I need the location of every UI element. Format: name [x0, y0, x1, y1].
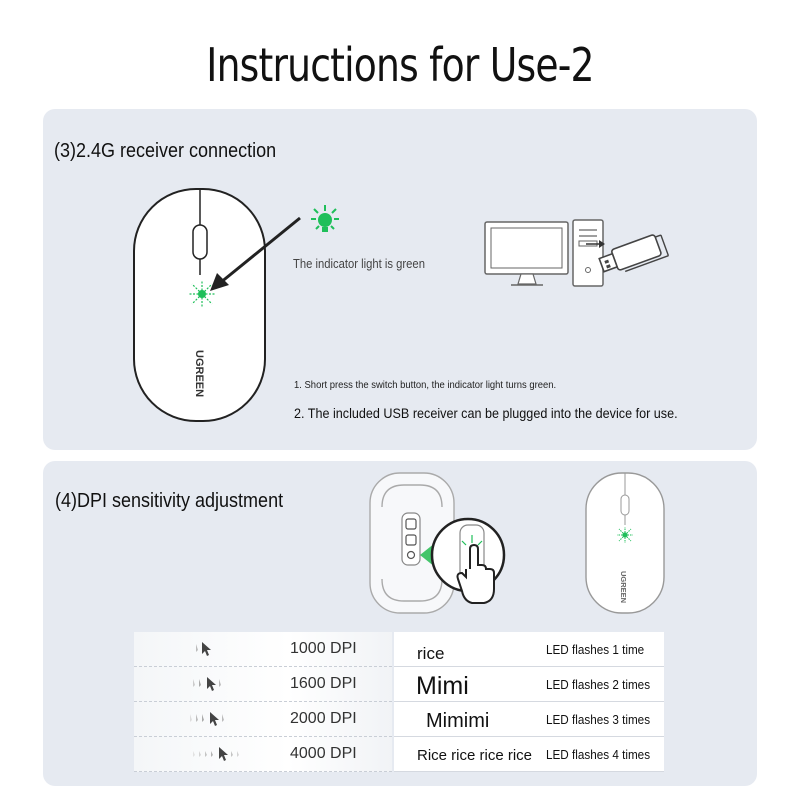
dpi-custom-label: rice [417, 644, 445, 663]
brand-label-small: UGREEN [619, 571, 628, 604]
step-2-text: 2. The included USB receiver can be plugged into the device for use. [294, 405, 678, 421]
dpi-value: 4000 DPI [290, 745, 357, 762]
green-light-icon [305, 203, 345, 239]
led-flash-text: LED flashes 4 times [546, 747, 651, 762]
section-4-heading: (4)DPI sensitivity adjustment [55, 490, 284, 512]
cursor-speed-icon [189, 675, 229, 693]
cursor-speed-icon [189, 745, 249, 763]
dpi-row [134, 737, 664, 771]
mouse-led-view-illustration [584, 471, 668, 616]
computer-with-usb-receiver-illustration [483, 218, 668, 290]
cursor-speed-icon [186, 710, 234, 728]
dpi-row [134, 702, 664, 736]
cursor-speed-icon [192, 640, 212, 658]
pointer-arrow-icon [205, 215, 305, 295]
dpi-custom-label: Mimimi [426, 710, 490, 732]
step-1-text: 1. Short press the switch button, the indicator light turns green. [294, 379, 557, 391]
dpi-value: 1600 DPI [290, 675, 357, 692]
brand-label: UGREEN [193, 350, 205, 398]
dpi-table [134, 632, 664, 774]
dpi-row [134, 667, 664, 701]
dpi-custom-label: Rice rice rice rice [417, 747, 533, 764]
dpi-row [134, 632, 664, 666]
section-3-heading: (3)2.4G receiver connection [54, 140, 277, 162]
page-title: Instructions for Use-2 [206, 38, 594, 92]
led-flash-text: LED flashes 1 time [546, 642, 645, 657]
mouse-bottom-view-illustration [368, 471, 528, 616]
indicator-caption: The indicator light is green [293, 257, 425, 271]
led-flash-text: LED flashes 2 times [546, 677, 651, 692]
dpi-value: 2000 DPI [290, 710, 357, 727]
dpi-value: 1000 DPI [290, 640, 357, 657]
dpi-custom-label: Mimi [416, 672, 469, 700]
led-flash-text: LED flashes 3 times [546, 712, 651, 727]
